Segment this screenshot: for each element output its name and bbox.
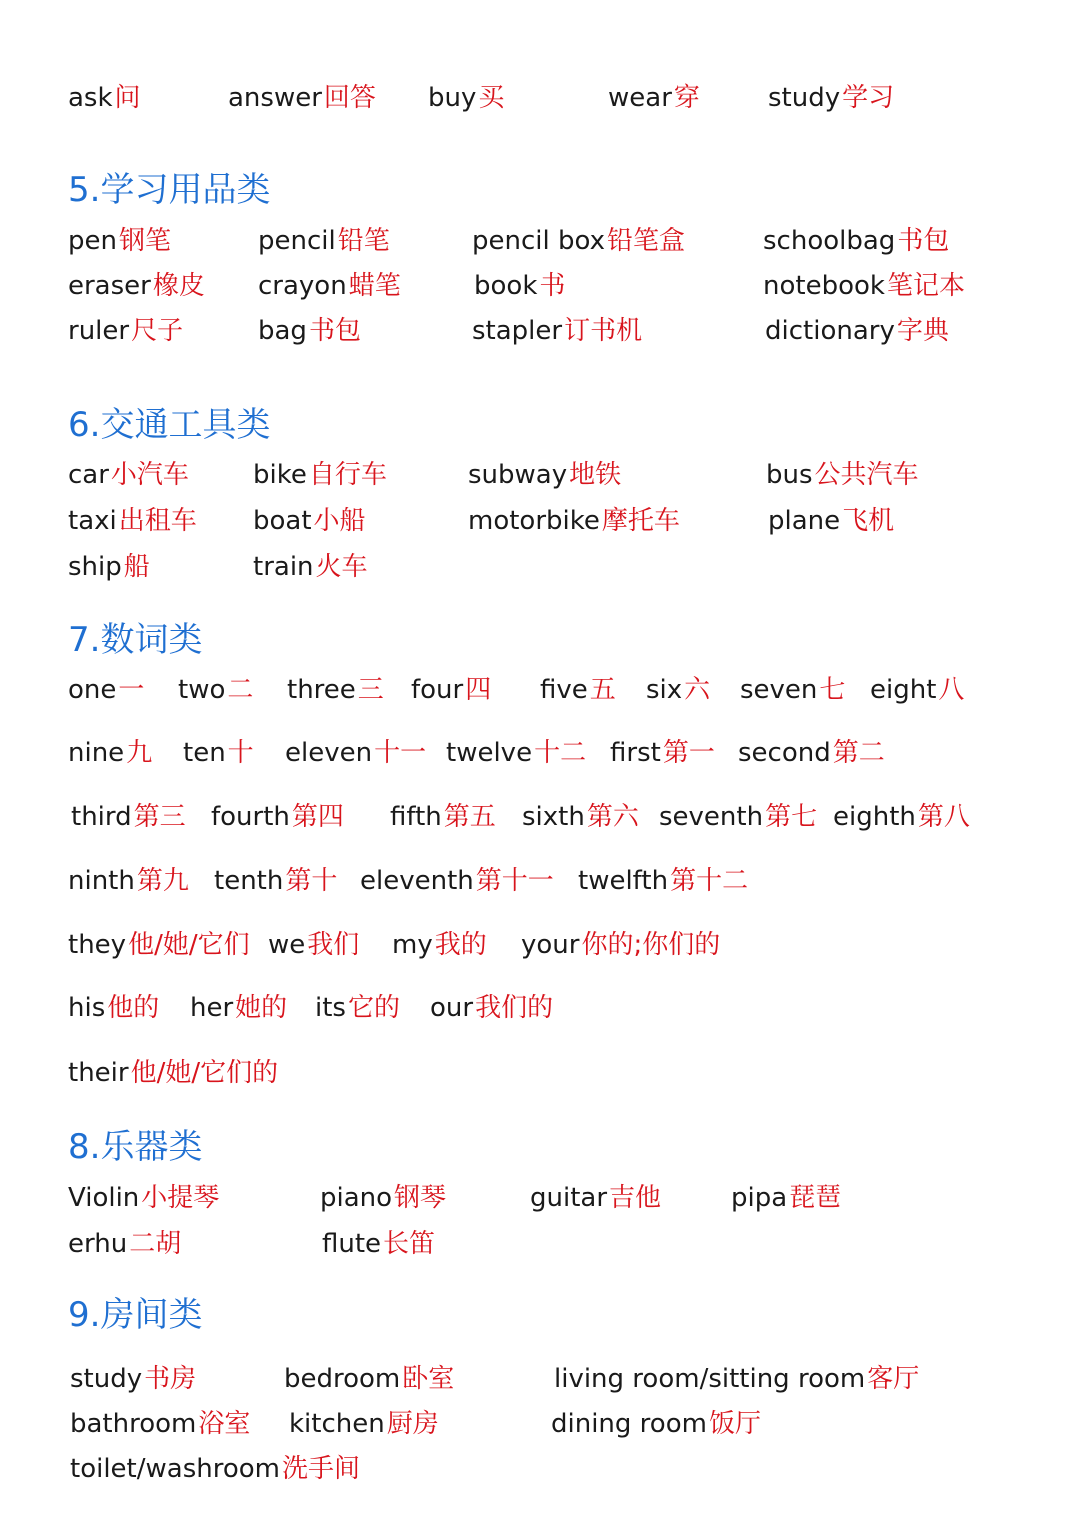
chinese-meaning: 地铁 <box>569 460 622 490</box>
chinese-meaning: 第三 <box>133 802 186 832</box>
vocab-item <box>70 1449 360 1489</box>
english-word: my <box>392 930 433 960</box>
english-word: Violin <box>68 1183 140 1213</box>
english-word: pen <box>68 226 117 256</box>
vocab-item <box>289 1404 439 1444</box>
vocab-item <box>190 988 287 1028</box>
english-word: bedroom <box>284 1364 401 1394</box>
section-title: 9.房间类 <box>68 1295 203 1335</box>
chinese-meaning: 公共汽车 <box>814 460 919 490</box>
chinese-meaning: 穿 <box>673 83 700 113</box>
english-word: pencil box <box>472 226 605 256</box>
vocab-item <box>608 78 700 118</box>
chinese-meaning: 第二 <box>832 738 885 768</box>
vocab-item <box>446 733 586 773</box>
chinese-meaning: 二胡 <box>129 1229 182 1259</box>
english-word: seventh <box>659 802 764 832</box>
chinese-meaning: 厨房 <box>386 1409 439 1439</box>
vocab-item <box>472 311 642 351</box>
section-title: 8.乐器类 <box>68 1127 203 1167</box>
vocab-row <box>0 670 1080 710</box>
section-heading <box>0 1122 1080 1172</box>
chinese-meaning: 字典 <box>896 316 949 346</box>
english-word: erhu <box>68 1229 128 1259</box>
english-word: dictionary <box>765 316 895 346</box>
chinese-meaning: 一 <box>118 675 145 705</box>
vocab-item <box>578 861 748 901</box>
vocab-item <box>285 733 426 773</box>
vocab-row <box>0 455 1080 495</box>
english-word: seven <box>740 675 818 705</box>
english-word: twelfth <box>578 866 669 896</box>
vocab-item <box>731 1178 841 1218</box>
english-word: one <box>68 675 117 705</box>
english-word: ninth <box>68 866 135 896</box>
english-word: nine <box>68 738 125 768</box>
english-word: subway <box>468 460 568 490</box>
english-word: their <box>68 1058 129 1088</box>
english-word: sixth <box>522 802 585 832</box>
vocab-item <box>214 861 337 901</box>
vocab-item <box>521 925 720 965</box>
english-word: four <box>411 675 464 705</box>
vocab-item <box>68 78 141 118</box>
vocab-item <box>68 1224 181 1264</box>
chinese-meaning: 蜡笔 <box>348 271 401 301</box>
english-word: toilet/washroom <box>70 1454 280 1484</box>
vocab-item <box>287 670 384 710</box>
chinese-meaning: 她的 <box>235 993 288 1023</box>
chinese-meaning: 他的 <box>107 993 160 1023</box>
vocab-item <box>768 501 894 541</box>
chinese-meaning: 卧室 <box>402 1364 455 1394</box>
english-word: wear <box>608 83 672 113</box>
vocab-item <box>68 501 197 541</box>
english-word: piano <box>320 1183 393 1213</box>
english-word: ten <box>183 738 226 768</box>
vocab-item <box>322 1224 435 1264</box>
vocab-row <box>0 1053 1080 1093</box>
english-word: answer <box>228 83 322 113</box>
vocab-item <box>646 670 710 710</box>
english-word: tenth <box>214 866 284 896</box>
section-title: 7.数词类 <box>68 620 203 660</box>
english-word: crayon <box>258 271 347 301</box>
chinese-meaning: 四 <box>465 675 492 705</box>
english-word: kitchen <box>289 1409 385 1439</box>
chinese-meaning: 我们的 <box>475 993 554 1023</box>
chinese-meaning: 小汽车 <box>110 460 189 490</box>
english-word: dining room <box>551 1409 707 1439</box>
english-word: your <box>521 930 580 960</box>
chinese-meaning: 火车 <box>315 552 368 582</box>
vocab-item <box>68 221 171 261</box>
vocab-item <box>315 988 400 1028</box>
vocab-item <box>610 733 715 773</box>
vocab-item <box>253 455 387 495</box>
vocab-item <box>268 925 359 965</box>
vocab-item <box>178 670 253 710</box>
english-word: twelve <box>446 738 533 768</box>
vocab-item <box>472 221 685 261</box>
chinese-meaning: 小船 <box>313 506 366 536</box>
chinese-meaning: 浴室 <box>198 1409 251 1439</box>
chinese-meaning: 七 <box>819 675 846 705</box>
english-word: flute <box>322 1229 382 1259</box>
chinese-meaning: 橡皮 <box>152 271 205 301</box>
vocab-item <box>320 1178 446 1218</box>
chinese-meaning: 飞机 <box>842 506 895 536</box>
vocab-item <box>68 547 150 587</box>
vocab-item <box>474 266 565 306</box>
english-word: eraser <box>68 271 151 301</box>
english-word: our <box>430 993 474 1023</box>
english-word: first <box>610 738 661 768</box>
english-word: ruler <box>68 316 130 346</box>
english-word: stapler <box>472 316 563 346</box>
vocab-item <box>763 266 965 306</box>
chinese-meaning: 出租车 <box>118 506 197 536</box>
vocab-item <box>68 925 250 965</box>
chinese-meaning: 他/她/它们 <box>128 930 250 960</box>
english-word: book <box>474 271 538 301</box>
english-word: fifth <box>390 802 442 832</box>
vocab-item <box>183 733 254 773</box>
english-word: guitar <box>530 1183 608 1213</box>
vocab-item <box>68 1178 219 1218</box>
chinese-meaning: 回答 <box>323 83 376 113</box>
chinese-meaning: 我们 <box>307 930 360 960</box>
chinese-meaning: 钢笔 <box>118 226 171 256</box>
chinese-meaning: 笔记本 <box>886 271 965 301</box>
chinese-meaning: 书包 <box>897 226 950 256</box>
chinese-meaning: 铅笔盒 <box>606 226 685 256</box>
chinese-meaning: 客厅 <box>867 1364 920 1394</box>
chinese-meaning: 摩托车 <box>601 506 680 536</box>
vocab-item <box>68 455 189 495</box>
chinese-meaning: 第四 <box>291 802 344 832</box>
section-heading <box>0 615 1080 665</box>
vocab-item <box>71 797 186 837</box>
vocab-item <box>430 988 553 1028</box>
english-word: eleven <box>285 738 373 768</box>
english-word: six <box>646 675 683 705</box>
chinese-meaning: 长笛 <box>383 1229 436 1259</box>
chinese-meaning: 第六 <box>586 802 639 832</box>
chinese-meaning: 十一 <box>374 738 427 768</box>
english-word: plane <box>768 506 841 536</box>
chinese-meaning: 五 <box>589 675 616 705</box>
chinese-meaning: 小提琴 <box>141 1183 220 1213</box>
vocab-item <box>360 861 554 901</box>
vocab-item <box>70 1404 250 1444</box>
vocab-item <box>551 1404 761 1444</box>
english-word: eleventh <box>360 866 474 896</box>
english-word: her <box>190 993 234 1023</box>
chinese-meaning: 十二 <box>534 738 587 768</box>
vocab-item <box>228 78 376 118</box>
section-title: 6.交通工具类 <box>68 405 271 445</box>
chinese-meaning: 钢琴 <box>394 1183 447 1213</box>
english-word: its <box>315 993 346 1023</box>
english-word: living room/sitting room <box>554 1364 866 1394</box>
english-word: bathroom <box>70 1409 197 1439</box>
chinese-meaning: 第十二 <box>670 866 749 896</box>
vocab-item <box>766 455 919 495</box>
chinese-meaning: 铅笔 <box>337 226 390 256</box>
english-word: study <box>70 1364 143 1394</box>
vocab-row <box>0 861 1080 901</box>
vocab-row <box>0 1449 1080 1489</box>
vocab-item <box>659 797 817 837</box>
vocab-item <box>768 78 894 118</box>
vocab-item <box>253 547 368 587</box>
chinese-meaning: 六 <box>684 675 711 705</box>
vocab-item <box>68 1053 278 1093</box>
english-word: schoolbag <box>763 226 896 256</box>
vocab-row <box>0 988 1080 1028</box>
section-title: 5.学习用品类 <box>68 170 271 210</box>
english-word: bike <box>253 460 307 490</box>
vocab-row <box>0 501 1080 541</box>
chinese-meaning: 三 <box>357 675 384 705</box>
english-word: pipa <box>731 1183 788 1213</box>
vocab-item <box>253 501 366 541</box>
chinese-meaning: 自行车 <box>308 460 387 490</box>
english-word: second <box>738 738 831 768</box>
vocab-row <box>0 1178 1080 1218</box>
vocab-item <box>428 78 504 118</box>
chinese-meaning: 九 <box>126 738 153 768</box>
vocab-row <box>0 221 1080 261</box>
vocab-item <box>522 797 639 837</box>
english-word: they <box>68 930 127 960</box>
vocab-item <box>870 670 964 710</box>
chinese-meaning: 饭厅 <box>708 1409 761 1439</box>
chinese-meaning: 它的 <box>347 993 400 1023</box>
vocab-item <box>738 733 885 773</box>
vocab-row <box>0 78 1080 118</box>
vocab-item <box>258 311 361 351</box>
chinese-meaning: 你的;你们的 <box>581 930 721 960</box>
vocab-row <box>0 266 1080 306</box>
english-word: boat <box>253 506 312 536</box>
vocab-item <box>411 670 491 710</box>
vocab-item <box>554 1359 919 1399</box>
chinese-meaning: 第八 <box>917 802 970 832</box>
vocab-row <box>0 311 1080 351</box>
vocab-item <box>211 797 344 837</box>
english-word: bag <box>258 316 307 346</box>
chinese-meaning: 第九 <box>136 866 189 896</box>
english-word: eighth <box>833 802 916 832</box>
vocab-item <box>468 501 680 541</box>
vocab-item <box>833 797 970 837</box>
vocab-row <box>0 1224 1080 1264</box>
english-word: notebook <box>763 271 885 301</box>
english-word: three <box>287 675 356 705</box>
vocab-item <box>258 221 390 261</box>
english-word: motorbike <box>468 506 600 536</box>
vocab-row <box>0 733 1080 773</box>
vocab-item <box>765 311 949 351</box>
english-word: two <box>178 675 226 705</box>
vocab-item <box>392 925 487 965</box>
english-word: we <box>268 930 306 960</box>
vocab-item <box>70 1359 196 1399</box>
chinese-meaning: 学习 <box>842 83 895 113</box>
chinese-meaning: 琵琶 <box>789 1183 842 1213</box>
chinese-meaning: 十 <box>227 738 254 768</box>
vocab-row <box>0 797 1080 837</box>
vocab-item <box>68 670 144 710</box>
english-word: car <box>68 460 109 490</box>
english-word: ship <box>68 552 122 582</box>
chinese-meaning: 我的 <box>434 930 487 960</box>
english-word: train <box>253 552 314 582</box>
vocab-item <box>68 266 205 306</box>
vocab-item <box>740 670 845 710</box>
chinese-meaning: 第一 <box>662 738 715 768</box>
vocab-item <box>68 861 189 901</box>
section-heading <box>0 1290 1080 1340</box>
chinese-meaning: 洗手间 <box>281 1454 360 1484</box>
chinese-meaning: 书房 <box>144 1364 197 1394</box>
section-heading <box>0 400 1080 450</box>
english-word: five <box>540 675 588 705</box>
chinese-meaning: 书包 <box>308 316 361 346</box>
vocab-item <box>540 670 616 710</box>
vocab-item <box>468 455 621 495</box>
vocab-item <box>284 1359 454 1399</box>
english-word: bus <box>766 460 813 490</box>
vocab-item <box>530 1178 661 1218</box>
chinese-meaning: 二 <box>227 675 254 705</box>
vocab-row <box>0 925 1080 965</box>
chinese-meaning: 订书机 <box>564 316 643 346</box>
english-word: fourth <box>211 802 290 832</box>
english-word: study <box>768 83 841 113</box>
chinese-meaning: 买 <box>478 83 505 113</box>
vocab-item <box>390 797 496 837</box>
english-word: third <box>71 802 132 832</box>
chinese-meaning: 书 <box>539 271 566 301</box>
vocab-item <box>68 988 159 1028</box>
vocab-row <box>0 1404 1080 1444</box>
chinese-meaning: 八 <box>938 675 965 705</box>
english-word: his <box>68 993 106 1023</box>
chinese-meaning: 第十 <box>285 866 338 896</box>
english-word: ask <box>68 83 113 113</box>
chinese-meaning: 船 <box>123 552 150 582</box>
chinese-meaning: 第七 <box>765 802 818 832</box>
chinese-meaning: 尺子 <box>131 316 184 346</box>
vocab-item <box>68 733 152 773</box>
vocab-item <box>68 311 183 351</box>
english-word: taxi <box>68 506 117 536</box>
chinese-meaning: 第十一 <box>475 866 554 896</box>
chinese-meaning: 问 <box>114 83 141 113</box>
chinese-meaning: 吉他 <box>609 1183 662 1213</box>
chinese-meaning: 他/她/它们的 <box>130 1058 279 1088</box>
vocab-item <box>763 221 949 261</box>
english-word: buy <box>428 83 477 113</box>
vocab-row <box>0 547 1080 587</box>
vocab-row <box>0 1359 1080 1399</box>
vocab-item <box>258 266 401 306</box>
english-word: eight <box>870 675 937 705</box>
section-heading <box>0 165 1080 215</box>
english-word: pencil <box>258 226 336 256</box>
chinese-meaning: 第五 <box>443 802 496 832</box>
